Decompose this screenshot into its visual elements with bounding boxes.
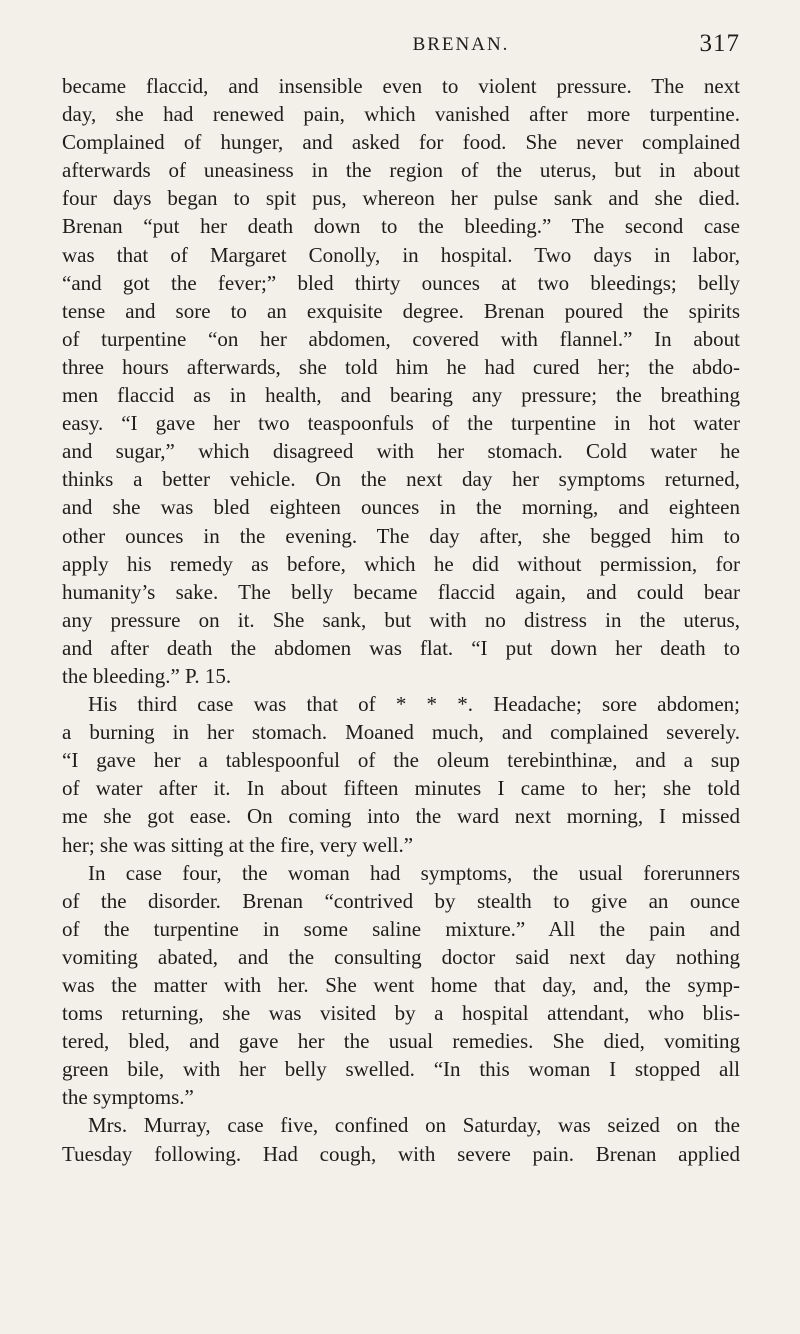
text-line: her; she was sitting at the fire, very well.” <box>62 832 414 857</box>
page-number: 317 <box>699 30 740 57</box>
text-line: of turpentine “on her abdomen, covered with flannel.” In about <box>62 326 740 351</box>
text-line: toms returning, she was visited by a hospital attendant, who blis- <box>62 1001 740 1026</box>
text-line: Mrs. Murray, case five, confined on Saturday, was seized on the <box>88 1113 740 1138</box>
text-line: humanity’s sake. The belly became flaccid again, and could bear <box>62 579 740 604</box>
text-line: four days began to spit pus, whereon her pulse sank and she died. <box>62 186 740 211</box>
text-line: Brenan “put her death down to the bleeding.” The second case <box>62 214 740 239</box>
text-line: any pressure on it. She sank, but with no distress in the uterus, <box>62 607 740 632</box>
text-line: a burning in her stomach. Moaned much, and complained severely. <box>62 720 740 745</box>
text-line: of the disorder. Brenan “contrived by stealth to give an ounce <box>62 888 740 913</box>
text-line: Tuesday following. Had cough, with severe pain. Brenan applied <box>62 1141 740 1166</box>
text-line: apply his remedy as before, which he did without permission, for <box>62 551 740 576</box>
text-line: was the matter with her. She went home that day, and, the symp- <box>62 973 740 997</box>
text-line: day, she had renewed pain, which vanished after more turpentine. <box>62 102 740 127</box>
text-line: and after death the abdomen was flat. “I put down her death to <box>62 635 740 660</box>
running-head <box>62 30 740 66</box>
text-line: of water after it. In about fifteen minutes I came to her; she told <box>62 776 740 801</box>
text-line: other ounces in the evening. The day after, she begged him to <box>62 523 740 548</box>
text-line: was that of Margaret Conolly, in hospital. Two days in labor, <box>62 242 740 267</box>
text-line: afterwards of uneasiness in the region of the uterus, but in about <box>62 158 740 183</box>
text-line: His third case was that of * * *. Headache; sore abdomen; <box>88 692 740 717</box>
text-line: three hours afterwards, she told him he had cured her; the abdo- <box>62 354 740 379</box>
text-line: men flaccid as in health, and bearing any pressure; the breathing <box>62 383 740 408</box>
text-line: green bile, with her belly swelled. “In this woman I stopped all <box>62 1057 740 1082</box>
text-line: “and got the fever;” bled thirty ounces at two bleedings; belly <box>62 270 740 295</box>
text-line: the symptoms.” <box>62 1085 194 1110</box>
body-text <box>62 72 740 1168</box>
text-line: tered, bled, and gave her the usual remedies. She died, vomiting <box>62 1029 740 1054</box>
text-line: became flaccid, and insensible even to violent pressure. The next <box>62 74 740 98</box>
text-line: In case four, the woman had symptoms, the usual forerunners <box>88 860 740 885</box>
text-line: vomiting abated, and the consulting doctor said next day nothing <box>62 944 740 969</box>
text-line: me she got ease. On coming into the ward next morning, I missed <box>62 804 740 829</box>
text-line: and sugar,” which disagreed with her stomach. Cold water he <box>62 439 740 464</box>
running-title: BRENAN. <box>412 34 510 55</box>
text-line: of the turpentine in some saline mixture.” All the pain and <box>62 916 740 941</box>
text-line: “I gave her a tablespoonful of the oleum terebinthinæ, and a sup <box>62 748 740 773</box>
text-line: and she was bled eighteen ounces in the morning, and eighteen <box>62 495 740 520</box>
text-line: Complained of hunger, and asked for food. She never complained <box>62 130 740 155</box>
text-line: the bleeding.” P. 15. <box>62 663 232 688</box>
text-line: thinks a better vehicle. On the next day her symptoms returned, <box>62 467 740 492</box>
text-line: tense and sore to an exquisite degree. Brenan poured the spirits <box>62 298 740 323</box>
text-line: easy. “I gave her two teaspoonfuls of the turpentine in hot water <box>62 411 740 436</box>
